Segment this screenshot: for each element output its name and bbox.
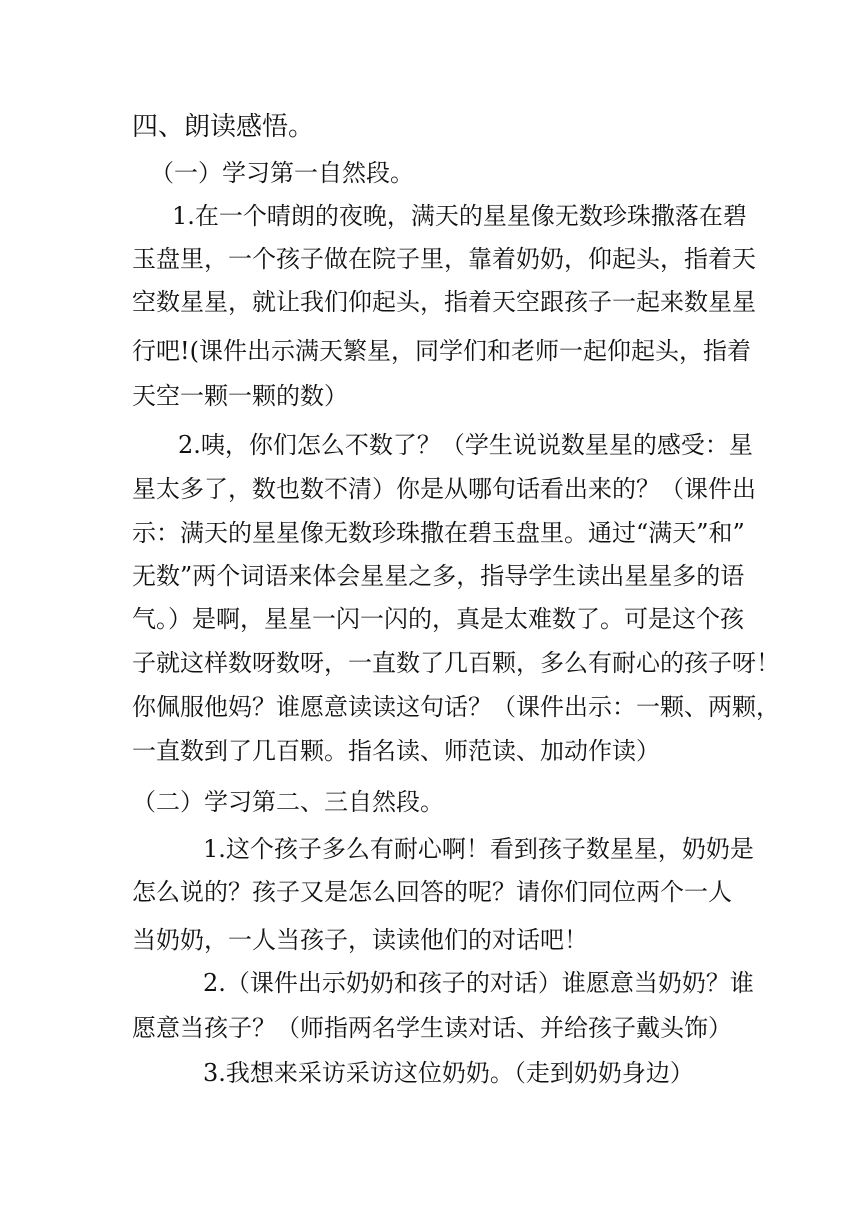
paragraph-2-line-4: 无数”两个词语来体会星星之多，指导学生读出星星多的语 <box>132 562 745 590</box>
paragraph-4-line-2: 愿意当孩子？（师指两名学生读对话、并给孩子戴头饰） <box>132 1014 732 1042</box>
subsection-title-2: （二）学习第二、三自然段。 <box>132 788 444 816</box>
paragraph-2-line-3: 示：满天的星星像无数珍珠撒在碧玉盘里。通过“满天”和” <box>132 519 745 547</box>
paragraph-5-line-1: 3.我想来采访采访这位奶奶。（走到奶奶身边） <box>203 1059 694 1087</box>
paragraph-3-line-3: 当奶奶，一人当孩子，读读他们的对话吧！ <box>132 926 588 954</box>
paragraph-2-line-5: 气。）是啊，星星一闪一闪的，真是太难数了。可是这个孩 <box>132 605 744 633</box>
paragraph-1-line-5: 天空一颗一颗的数） <box>132 382 348 410</box>
paragraph-1-line-2: 玉盘里，一个孩子做在院子里，靠着奶奶，仰起头，指着天 <box>132 245 756 273</box>
paragraph-2-line-2: 星太多了，数也数不清）你是从哪句话看出来的？（课件出 <box>132 475 756 503</box>
paragraph-1-line-4: 行吧!(课件出示满天繁星，同学们和老师一起仰起头，指着 <box>132 337 752 365</box>
paragraph-1-line-1: 1.在一个晴朗的夜晚，满天的星星像无数珍珠撒落在碧 <box>172 202 747 230</box>
paragraph-4-line-1: 2.（课件出示奶奶和孩子的对话）谁愿意当奶奶？谁 <box>203 969 754 997</box>
section-heading: 四、朗读感悟。 <box>132 112 315 142</box>
paragraph-3-line-2: 怎么说的？孩子又是怎么回答的呢？请你们同位两个一人 <box>132 878 732 906</box>
paragraph-1-line-3: 空数星星，就让我们仰起头，指着天空跟孩子一起来数星星 <box>132 288 756 316</box>
subsection-title-1: （一）学习第一自然段。 <box>150 159 414 187</box>
paragraph-3-line-1: 1.这个孩子多么有耐心啊！看到孩子数星星，奶奶是 <box>203 835 754 863</box>
paragraph-2-line-6: 子就这样数呀数呀，一直数了几百颗，多么有耐心的孩子呀！ <box>132 649 780 677</box>
paragraph-2-line-8: 一直数到了几百颗。指名读、师范读、加动作读） <box>132 737 660 765</box>
paragraph-2-line-7: 你佩服他妈？谁愿意读读这句话？（课件出示：一颗、两颗， <box>132 693 780 721</box>
paragraph-2-line-1: 2.咦，你们怎么不数了？（学生说说数星星的感受：星 <box>178 431 753 459</box>
